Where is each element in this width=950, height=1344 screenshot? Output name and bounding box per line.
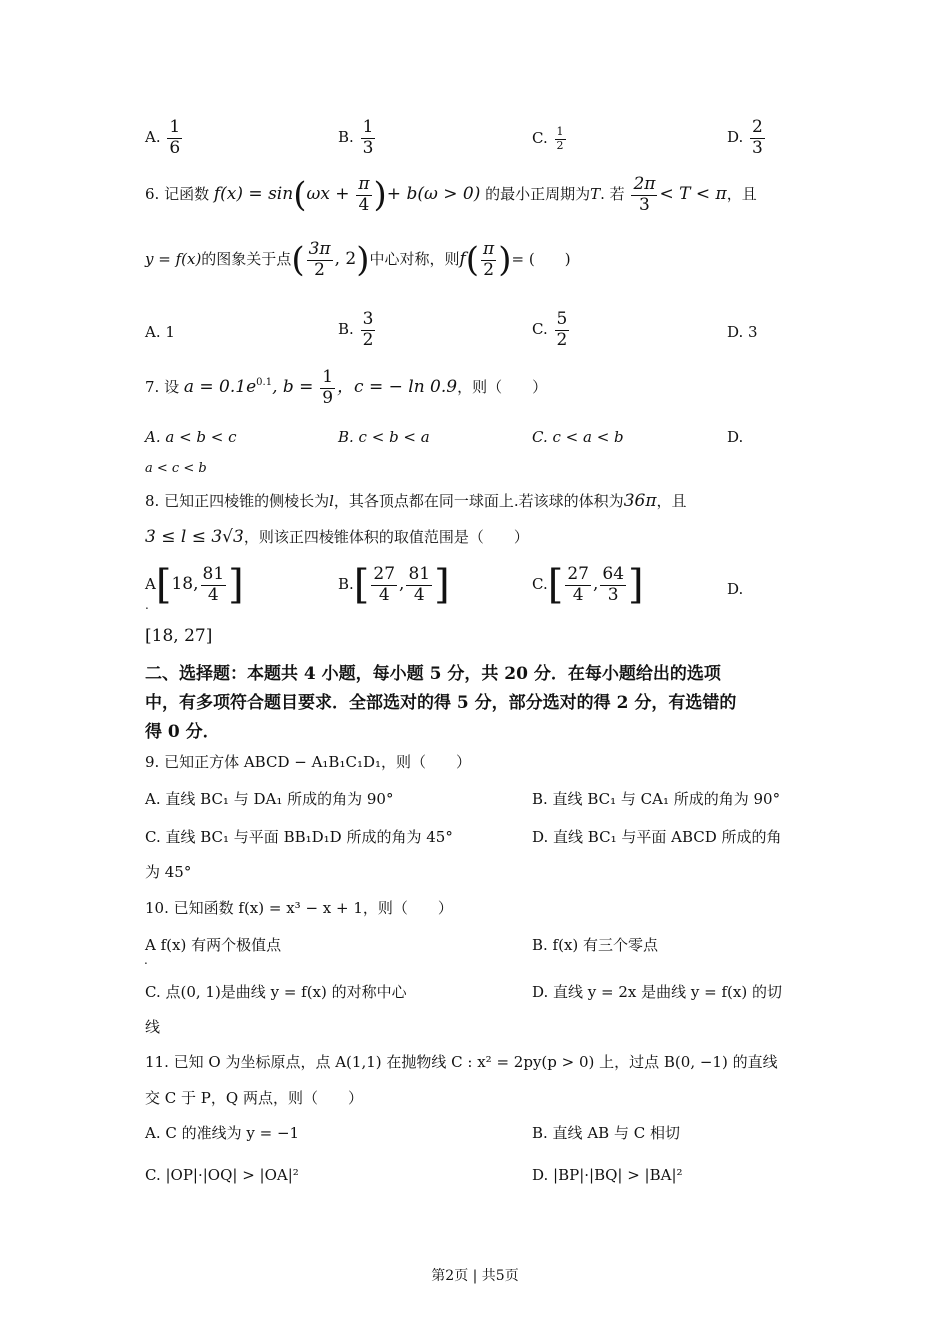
q8-option-c: C.[ $\frac{27}{4}$ , $\frac{64}{3}$ ] bbox=[532, 562, 644, 609]
q10-option-a bbox=[145, 936, 281, 954]
q8-option-a-dot: . bbox=[145, 598, 149, 612]
section2-heading-line1: 二、选择题：本题共 4 小题，每小题 5 分，共 20 分．在每小题给出的选项 bbox=[145, 664, 721, 684]
q6-two-pi: 2π bbox=[633, 174, 656, 194]
q7-end: ，则（ ） bbox=[457, 378, 548, 397]
q6-prefix: 6. 记函数 bbox=[145, 185, 210, 204]
q8-option-c-label: C. bbox=[532, 575, 548, 594]
q8-c-rbrack: ] bbox=[628, 562, 644, 609]
q8-c-d1: 4 bbox=[572, 584, 584, 605]
q8-a-first: 18, bbox=[171, 574, 199, 595]
q6-inner: ωx + bbox=[306, 184, 350, 205]
q8-b-frac2 bbox=[406, 565, 432, 605]
q6-ruo: . 若 bbox=[600, 185, 625, 204]
q6-three: 3 bbox=[639, 194, 650, 215]
q9-option-c: C. 直线 BC₁ 与平面 BB₁D₁D 所成的角为 45° bbox=[145, 828, 453, 846]
q6-stem-line2 bbox=[145, 240, 571, 280]
q7-b-fraction bbox=[320, 368, 335, 408]
q6-mid-text: 的最小正周期为 bbox=[485, 185, 591, 204]
q6-open-paren: ( bbox=[293, 175, 307, 216]
q8-c-frac2 bbox=[600, 565, 626, 605]
section2-heading-line3: 得 0 分． bbox=[145, 722, 220, 742]
q6-c-num: 5 bbox=[556, 309, 568, 329]
q6-pt-y: , 2 bbox=[334, 249, 357, 270]
q6-pi: π bbox=[358, 174, 370, 194]
q5-d-num: 2 bbox=[752, 117, 763, 137]
q6-close-paren: ) bbox=[373, 175, 387, 216]
q7-option-a: A. a < b < c bbox=[145, 428, 237, 446]
q6-function: f(x) = sin bbox=[213, 184, 294, 205]
q7-option-d-cont: a < c < b bbox=[145, 461, 207, 476]
q5-option-b bbox=[338, 118, 377, 158]
q6-stem-line1 bbox=[145, 175, 757, 215]
q5-option-c bbox=[532, 126, 568, 152]
page-footer: 第2页 | 共5页 bbox=[431, 1268, 519, 1284]
q5-a-den: 6 bbox=[169, 137, 181, 158]
q5-a-num: 1 bbox=[169, 117, 181, 137]
q6-pt-num: 3π bbox=[308, 239, 331, 259]
q7-a-expr: a = 0.1e bbox=[183, 377, 257, 398]
q8-a-fraction bbox=[201, 565, 227, 605]
q5-option-d-fraction bbox=[750, 118, 765, 158]
q5-b-num: 1 bbox=[362, 117, 374, 137]
q11-stem-line1: 11. 已知 O 为坐标原点，点 A(1,1) 在抛物线 C : x² = 2py(p > 0) 上，过点 B(0, −1) 的直线 bbox=[145, 1053, 778, 1071]
q6-y-eq-fx: y = f(x) bbox=[145, 250, 202, 269]
q8-c-n2: 64 bbox=[602, 564, 625, 584]
q11-option-c: C. |OP|·|OQ| > |OA|² bbox=[145, 1166, 299, 1184]
q8-a-lbrack: [ bbox=[155, 562, 172, 609]
q8-stem-line2 bbox=[145, 527, 529, 547]
q9-option-a: A. 直线 BC₁ 与 DA₁ 所成的角为 90° bbox=[145, 790, 394, 808]
q6-option-c-fraction bbox=[555, 310, 570, 350]
q6-arg-num: π bbox=[483, 239, 495, 259]
q6-b-part: + b(ω > 0) bbox=[386, 184, 481, 205]
q11-option-a: A. C 的准线为 y = −1 bbox=[145, 1124, 300, 1142]
q7-option-b: B. c < b < a bbox=[338, 428, 430, 446]
q8-option-d: D. bbox=[727, 580, 744, 598]
q6-option-d: D. 3 bbox=[727, 323, 758, 341]
q6-line2-mid: 中心对称，则 bbox=[369, 250, 460, 269]
q9-option-b: B. 直线 BC₁ 与 CA₁ 所成的角为 90° bbox=[532, 790, 781, 808]
q8-option-a bbox=[145, 562, 244, 609]
q6-pt-fraction bbox=[307, 240, 333, 280]
q6-c-den: 2 bbox=[556, 329, 568, 350]
q8-c-d2: 3 bbox=[607, 584, 619, 605]
q10-option-c: C. 点(0, 1)是曲线 y = f(x) 的对称中心 bbox=[145, 983, 407, 1001]
q6-arg-open: ( bbox=[465, 240, 480, 281]
q8-option-a-label: A bbox=[145, 575, 156, 594]
q8-b-rbrack: ] bbox=[434, 562, 450, 609]
q8-option-d-cont: [18, 27] bbox=[145, 626, 213, 646]
q7-b-expr: , b = bbox=[272, 377, 314, 398]
q8-line1-a: 8. 已知正四棱锥的侧棱长为 bbox=[145, 492, 330, 510]
q6-arg-fraction bbox=[481, 240, 496, 280]
q5-option-d-label: D. bbox=[727, 128, 744, 147]
q5-option-b-fraction bbox=[361, 118, 376, 158]
q6-end: ，且 bbox=[726, 185, 757, 204]
q7-b-num: 1 bbox=[322, 367, 334, 387]
q8-b-d2: 4 bbox=[413, 584, 425, 605]
q8-line1-end: ，且 bbox=[656, 492, 687, 510]
q8-a-num: 81 bbox=[202, 564, 225, 584]
q8-b-n1: 27 bbox=[373, 564, 396, 584]
q7-a-sup: 0.1 bbox=[256, 377, 273, 389]
q6-option-a: A. 1 bbox=[145, 323, 175, 341]
q8-b-d1: 4 bbox=[378, 584, 390, 605]
q10-option-a-text: f(x) 有两个极值点 bbox=[160, 936, 282, 954]
q8-line2-text: ，则该正四棱锥体积的取值范围是（ ） bbox=[243, 528, 529, 546]
q6-line2-end: = ( ) bbox=[511, 250, 571, 269]
q7-b-den: 9 bbox=[322, 387, 334, 408]
q7-option-c: C. c < a < b bbox=[532, 428, 624, 446]
q7-prefix: 7. 设 bbox=[145, 378, 180, 397]
q5-option-b-label: B. bbox=[338, 128, 354, 147]
q6-arg-den: 2 bbox=[483, 259, 495, 280]
q6-2pi-over-3 bbox=[631, 175, 657, 215]
q8-volume: 36π bbox=[623, 491, 657, 511]
q5-b-den: 3 bbox=[362, 137, 374, 158]
q7-stem bbox=[145, 368, 547, 408]
q6-pt-den: 2 bbox=[314, 259, 325, 280]
q8-c-n1: 27 bbox=[567, 564, 589, 584]
q5-option-d bbox=[727, 118, 767, 158]
q8-line1-b: ，其各顶点都在同一球面上.若该球的体积为 bbox=[333, 492, 624, 510]
q10-option-b: B. f(x) 有三个零点 bbox=[532, 936, 659, 954]
q10-option-d: D. 直线 y = 2x 是曲线 y = f(x) 的切 bbox=[532, 983, 782, 1001]
q6-option-b-label: B. bbox=[338, 320, 354, 339]
q6-four: 4 bbox=[358, 194, 370, 215]
q8-range: 3 ≤ l ≤ 3√3 bbox=[145, 527, 244, 547]
q6-option-c-label: C. bbox=[532, 320, 548, 339]
q9-stem: 9. 已知正方体 ABCD − A₁B₁C₁D₁，则（ ） bbox=[145, 753, 472, 771]
q8-l: l bbox=[329, 492, 334, 510]
q8-b-frac1 bbox=[371, 565, 397, 605]
q5-option-a-label: A. bbox=[145, 128, 161, 147]
q6-pi-over-4 bbox=[356, 175, 371, 215]
q10-stem: 10. 已知函数 f(x) = x³ − x + 1，则（ ） bbox=[145, 899, 453, 917]
q6-option-c bbox=[532, 310, 571, 350]
q6-T: T bbox=[590, 185, 601, 204]
q5-option-c-fraction bbox=[555, 126, 566, 152]
section2-heading-line2: 中，有多项符合题目要求．全部选对的得 5 分，部分选对的得 2 分，有选错的 bbox=[145, 693, 737, 713]
q6-b-den: 2 bbox=[362, 329, 374, 350]
q11-option-b: B. 直线 AB 与 C 相切 bbox=[532, 1124, 680, 1142]
q8-option-b-label: B. bbox=[338, 575, 354, 594]
q6-pt-open: ( bbox=[291, 240, 305, 281]
q6-option-b bbox=[338, 310, 377, 350]
q6-arg-close: ) bbox=[498, 240, 512, 281]
q7-c-expr: ，c = − ln 0.9 bbox=[337, 377, 458, 398]
q10-option-a-dot: . bbox=[144, 953, 148, 967]
q8-option-b: B.[ $\frac{27}{4}$ , $\frac{81}{4}$ ] bbox=[338, 562, 450, 609]
q8-c-frac1 bbox=[565, 565, 591, 605]
q5-c-num: 1 bbox=[556, 125, 564, 138]
q8-stem-line1 bbox=[145, 491, 687, 511]
q6-line2-text: 的图象关于点 bbox=[201, 250, 292, 269]
q9-option-d-cont: 为 45° bbox=[145, 863, 192, 881]
q6-b-num: 3 bbox=[362, 309, 374, 329]
q8-b-n2: 81 bbox=[408, 564, 431, 584]
q10-option-a-label: A bbox=[145, 936, 156, 954]
q11-stem-line2: 交 C 于 P，Q 两点，则（ ） bbox=[145, 1089, 363, 1107]
q8-b-lbrack: [ bbox=[353, 562, 370, 609]
q5-option-c-label: C. bbox=[532, 129, 548, 148]
q5-option-a-fraction bbox=[167, 118, 182, 158]
q6-inequality: < T < π bbox=[659, 184, 727, 205]
q5-d-den: 3 bbox=[752, 137, 763, 158]
q9-option-d: D. 直线 BC₁ 与平面 ABCD 所成的角 bbox=[532, 828, 782, 846]
q8-a-den: 4 bbox=[207, 584, 219, 605]
q6-pt-close: ) bbox=[356, 240, 370, 281]
q6-f-letter: f bbox=[459, 249, 466, 270]
q5-option-a bbox=[145, 118, 184, 158]
q6-option-b-fraction bbox=[361, 310, 376, 350]
q8-c-lbrack: [ bbox=[547, 562, 564, 609]
q5-c-den: 2 bbox=[556, 138, 564, 152]
q8-a-rbrack: ] bbox=[228, 562, 244, 609]
q10-option-d-cont: 线 bbox=[145, 1018, 161, 1036]
q11-option-d: D. |BP|·|BQ| > |BA|² bbox=[532, 1166, 683, 1184]
q7-option-d: D. bbox=[727, 428, 744, 446]
